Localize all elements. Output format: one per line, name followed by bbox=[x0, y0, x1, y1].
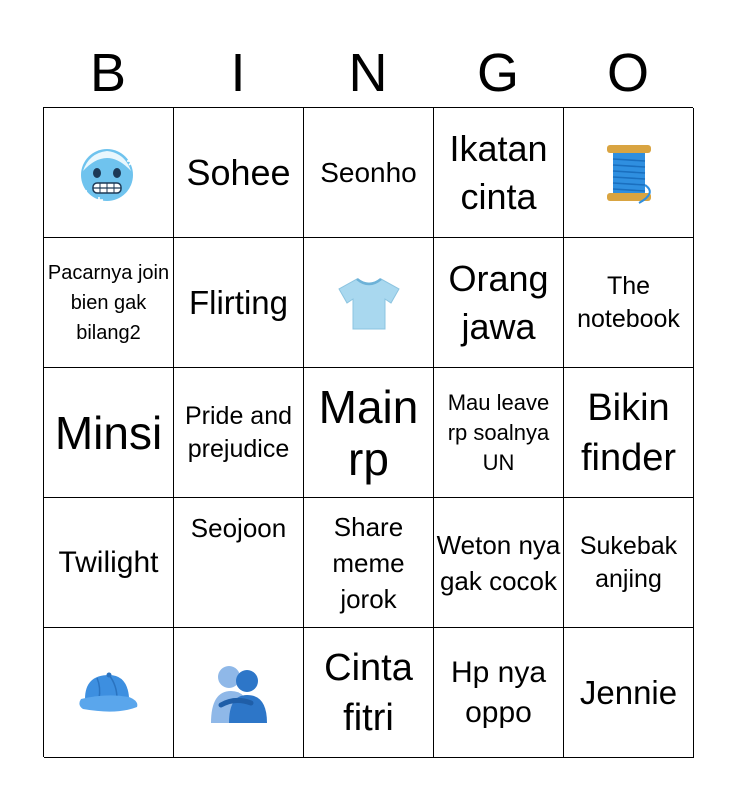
bingo-board bbox=[43, 107, 693, 757]
cell-label: Ikatan cinta bbox=[449, 127, 548, 217]
bingo-cell[interactable] bbox=[304, 498, 434, 628]
cell-label: Cinta fitri bbox=[324, 646, 413, 739]
bingo-cell[interactable] bbox=[174, 498, 304, 628]
cell-label: Orang jawa bbox=[448, 257, 549, 347]
cell-label: Weton nya gak cocok bbox=[436, 529, 561, 596]
bingo-cell[interactable] bbox=[434, 368, 564, 498]
cell-label: The notebook bbox=[577, 271, 680, 333]
bingo-cell[interactable] bbox=[174, 628, 304, 758]
bingo-cell[interactable] bbox=[434, 238, 564, 368]
cell-label: Sohee bbox=[186, 151, 291, 193]
baseball-cap-icon bbox=[77, 669, 141, 717]
bingo-cell[interactable] bbox=[304, 628, 434, 758]
bingo-cell[interactable] bbox=[44, 238, 174, 368]
cell-label: Jennie bbox=[579, 673, 678, 711]
bingo-cell[interactable] bbox=[434, 108, 564, 238]
bingo-cell[interactable] bbox=[564, 368, 694, 498]
cell-label: Pacarnya join bien gak bilang2 bbox=[47, 261, 170, 344]
header-letter-o: O bbox=[606, 43, 649, 103]
bingo-cell[interactable] bbox=[564, 628, 694, 758]
bingo-cell[interactable] bbox=[434, 628, 564, 758]
bingo-cell[interactable] bbox=[304, 108, 434, 238]
bingo-cell[interactable] bbox=[564, 498, 694, 628]
bingo-header bbox=[43, 40, 693, 106]
bingo-cell[interactable] bbox=[174, 368, 304, 498]
thread-spool-icon bbox=[599, 141, 659, 205]
header-letter-n: N bbox=[348, 43, 388, 103]
cell-label: Seonho bbox=[320, 156, 417, 188]
people-hugging-icon bbox=[207, 661, 271, 725]
header-letter-i: I bbox=[230, 43, 246, 103]
cell-label: Minsi bbox=[54, 406, 163, 459]
bingo-cell[interactable] bbox=[564, 108, 694, 238]
cell-label: Sukebak anjing bbox=[579, 531, 678, 593]
bingo-cell[interactable] bbox=[564, 238, 694, 368]
t-shirt-icon bbox=[337, 275, 401, 331]
bingo-cell[interactable] bbox=[304, 368, 434, 498]
bingo-cell[interactable] bbox=[44, 368, 174, 498]
cold-face-icon bbox=[77, 141, 141, 205]
cell-label: Main rp bbox=[318, 380, 419, 485]
cell-label: Twilight bbox=[58, 545, 159, 579]
cell-label: Mau leave rp soalnya UN bbox=[447, 389, 550, 475]
bingo-cell[interactable] bbox=[434, 498, 564, 628]
bingo-cell[interactable] bbox=[304, 238, 434, 368]
header-letter-b: B bbox=[89, 43, 127, 103]
bingo-cell[interactable] bbox=[174, 238, 304, 368]
cell-label: Bikin finder bbox=[580, 386, 677, 479]
bingo-cell[interactable] bbox=[44, 108, 174, 238]
cell-label: Pride and prejudice bbox=[184, 401, 293, 463]
cell-label: Share meme jorok bbox=[332, 511, 405, 614]
bingo-cell[interactable] bbox=[44, 498, 174, 628]
bingo-cell[interactable] bbox=[174, 108, 304, 238]
bingo-cell[interactable] bbox=[44, 628, 174, 758]
cell-label: Flirting bbox=[188, 283, 289, 321]
header-letter-g: G bbox=[476, 43, 519, 103]
cell-label: Hp nya oppo bbox=[450, 655, 547, 729]
cell-label: Seojoon bbox=[190, 513, 287, 543]
